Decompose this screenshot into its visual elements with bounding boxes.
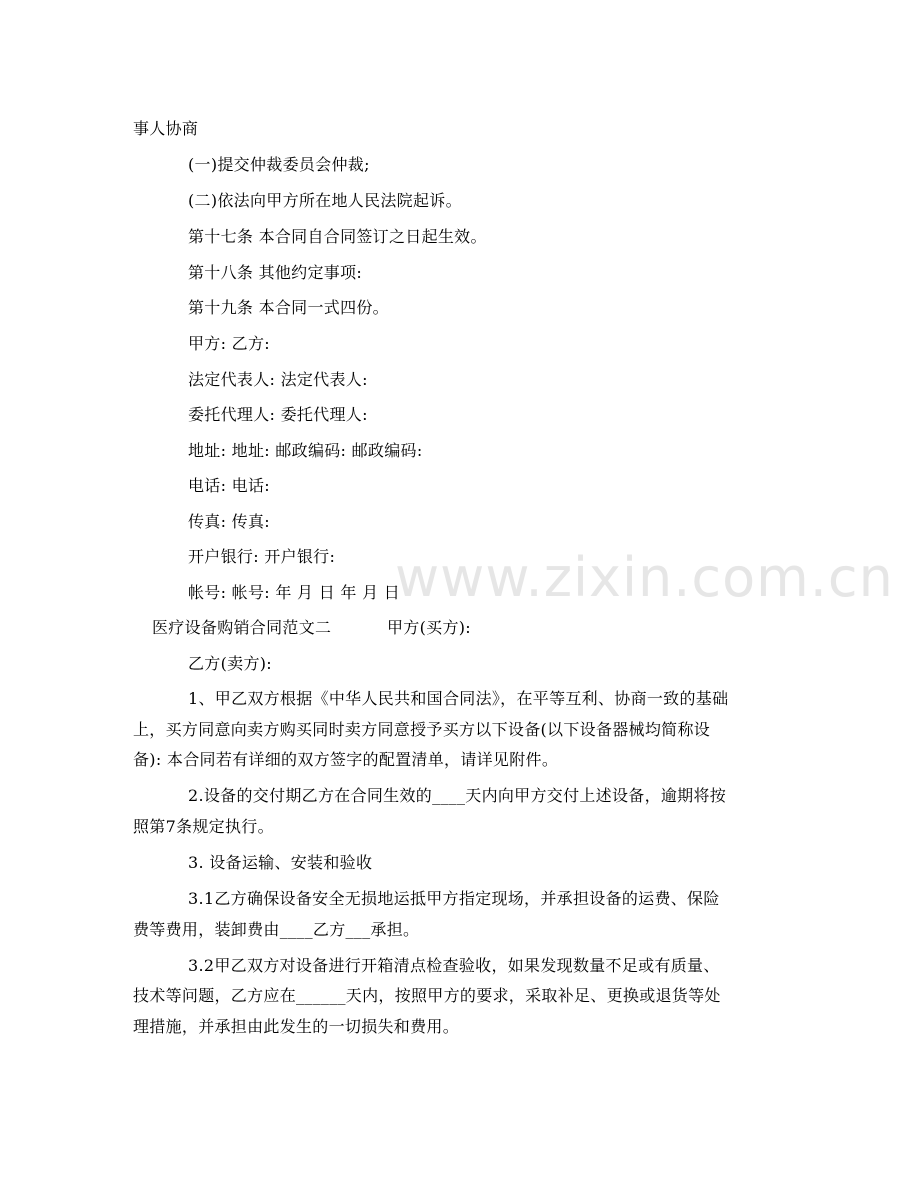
signature-line: 传真: 传真: xyxy=(188,512,270,531)
paragraph-line: 理措施，并承担由此发生的一切损失和费用。 xyxy=(133,1017,460,1036)
text-line: 第十九条 本合同一式四份。 xyxy=(188,298,389,317)
paragraph-line: 3.2甲乙双方对设备进行开箱清点检查验收，如果发现数量不足或有质量、 xyxy=(188,956,720,975)
signature-line: 开户银行: 开户银行: xyxy=(188,547,336,566)
signature-line: 法定代表人: 法定代表人: xyxy=(188,370,368,389)
signature-line: 地址: 地址: 邮政编码: 邮政编码: xyxy=(188,441,423,460)
text-line: 第十八条 其他约定事项: xyxy=(188,263,363,282)
clause-heading: 3. 设备运输、安装和验收 xyxy=(188,853,373,872)
text-line: 第十七条 本合同自合同签订之日起生效。 xyxy=(188,227,487,246)
paragraph-line: 费等费用，装卸费由____乙方___承担。 xyxy=(133,920,420,939)
paragraph-line: 备): 本合同若有详细的双方签字的配置清单，请详见附件。 xyxy=(133,750,559,769)
paragraph-line: 技术等问题，乙方应在______天内，按照甲方的要求，采取补足、更换或退货等处 xyxy=(133,986,721,1005)
paragraph-line: 1、甲乙双方根据《中华人民共和国合同法》，在平等互利、协商一致的基础 xyxy=(188,689,729,708)
text-line: 事人协商 xyxy=(133,119,199,138)
party-a-label: 甲方(买方): xyxy=(387,618,471,637)
signature-line: 帐号: 帐号: 年 月 日 年 月 日 xyxy=(188,583,401,602)
paragraph-line: 照第7条规定执行。 xyxy=(133,817,274,836)
paragraph-line: 上，买方同意向卖方购买同时卖方同意授予买方以下设备(以下设备器械均简称设 xyxy=(133,720,711,739)
text-line: (二)依法向甲方所在地人民法院起诉。 xyxy=(188,191,462,210)
signature-line: 甲方: 乙方: xyxy=(188,334,270,353)
paragraph-line: 2.设备的交付期乙方在合同生效的____天内向甲方交付上述设备，逾期将按 xyxy=(188,786,727,805)
section-title: 医疗设备购销合同范文二 xyxy=(152,618,332,637)
paragraph-line: 3.1乙方确保设备安全无损地运抵甲方指定现场，并承担设备的运费、保险 xyxy=(188,889,720,908)
signature-line: 电话: 电话: xyxy=(188,476,270,495)
watermark: www.zixin.com.cn xyxy=(395,546,894,609)
party-b-label: 乙方(卖方): xyxy=(188,654,272,673)
signature-line: 委托代理人: 委托代理人: xyxy=(188,405,368,424)
text-line: (一)提交仲裁委员会仲裁; xyxy=(188,155,370,174)
